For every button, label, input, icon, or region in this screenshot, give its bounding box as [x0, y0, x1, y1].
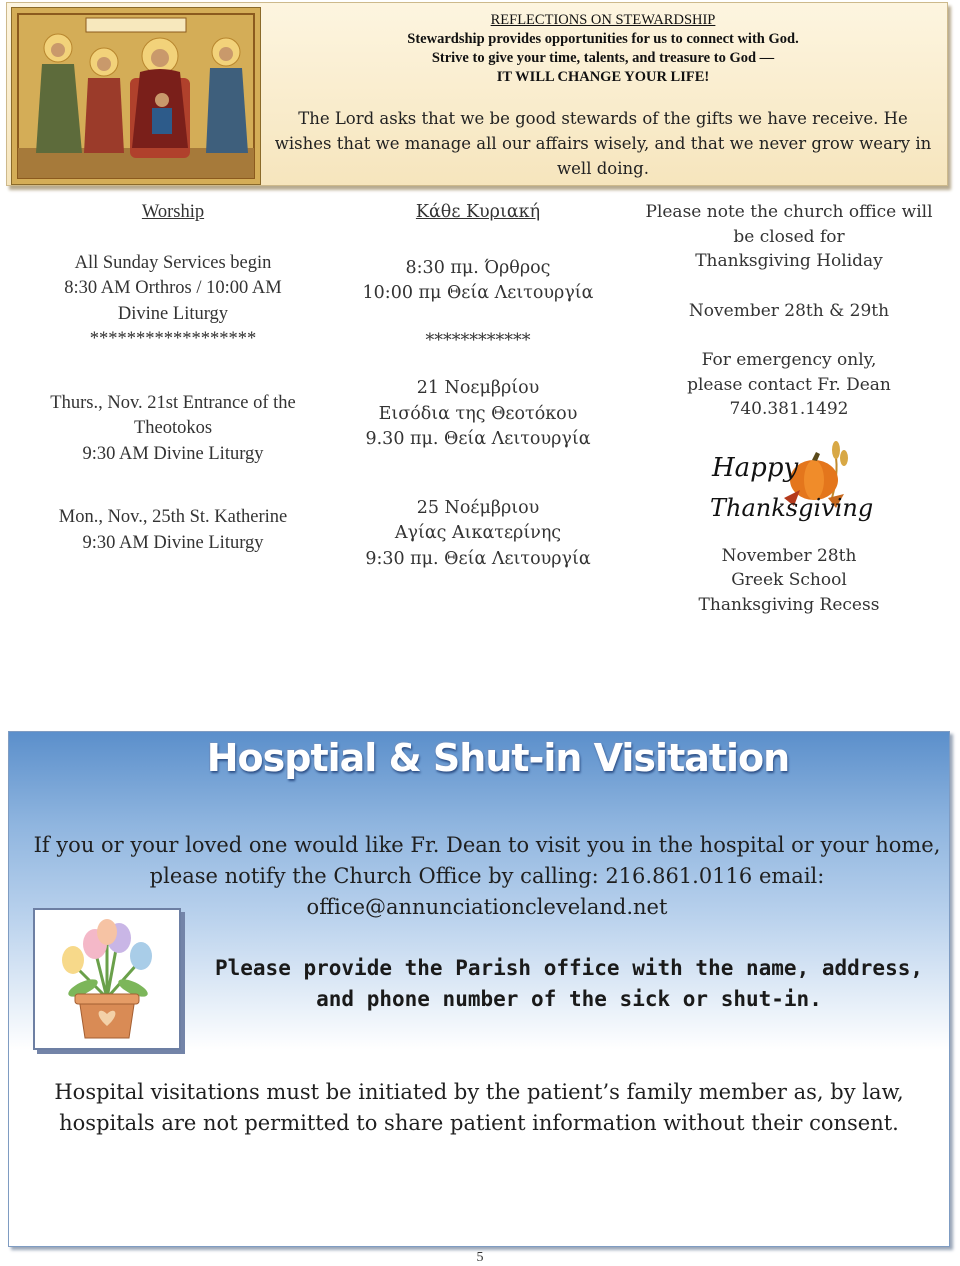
visitation-intro-text: If you or your loved one would like Fr. Dean to visit you in the hospital or your home, please notify the Church Office by calling: 216.861.0116 email: office@annunciationcleveland.net [33, 833, 941, 919]
worship-event-1-line-1: Thurs., Nov. 21st Entrance of the [50, 392, 296, 413]
greek-event-1-line-3: 9.30 πμ. Θεία Λειτουργία [365, 429, 591, 449]
worship-services-line-3: Divine Liturgy [117, 303, 229, 324]
worship-column [18, 200, 328, 556]
office-notice-line-1: Please note the church office will [645, 202, 933, 222]
worship-services-line-2: 8:30 AM Orthros / 10:00 AM [64, 278, 282, 298]
greek-heading: Κάθε Κυριακή [415, 202, 541, 222]
graphic-happy-text: Happy [712, 452, 799, 483]
greek-event-1-line-1: 21 Νοεμβρίου [416, 378, 540, 398]
greek-event-2-line-3: 9:30 πμ. Θεία Λειτουργία [365, 548, 591, 569]
greek-line-2: 10:00 πμ Θεία Λειτουργία [362, 283, 594, 303]
visitation-title: Hosptial & Shut-in Visitation [206, 736, 790, 780]
stewardship-heading [269, 11, 937, 87]
worship-heading: Worship [141, 202, 205, 222]
hospital-visitation-box [8, 731, 950, 1247]
greek-school-line-1: November 28th [721, 545, 857, 566]
stewardship-line-2: Strive to give your time, talents, and treasure to God — [431, 50, 775, 66]
worship-event-1-line-2: Theotokos [133, 418, 213, 438]
office-closed-dates: November 28th & 29th [688, 300, 890, 321]
office-notice-line-3: Thanksgiving Holiday [695, 251, 883, 271]
page-number: 5 [476, 1250, 484, 1265]
worship-services-line-1: All Sunday Services begin [74, 252, 272, 273]
office-notice-line-2: be closed for [733, 226, 845, 247]
greek-event-2-line-1: 25 Νοέμβριου [416, 497, 540, 518]
visitation-request-text: Please provide the Parish office with the name, address, and phone number of the sick or shut-in. [214, 956, 923, 1011]
worship-event-2-line-1: Mon., Nov., 25th St. Katherine [58, 507, 288, 527]
greek-school-line-3: Thanksgiving Recess [698, 594, 880, 615]
happy-thanksgiving-illustration [704, 428, 874, 536]
stewardship-section-title: REFLECTIONS ON STEWARDSHIP [490, 12, 716, 28]
greek-divider: ************ [425, 330, 531, 351]
greek-line-1: 8:30 πμ. Όρθρος [405, 257, 551, 278]
greek-schedule-column [336, 200, 620, 572]
office-notice-column [628, 200, 950, 617]
icon-painting-illustration [12, 8, 260, 184]
happy-thanksgiving-graphic [704, 428, 874, 536]
office-emergency-line-2: please contact Fr. Dean [687, 374, 891, 395]
worship-divider: ****************** [89, 329, 257, 349]
office-emergency-line-1: For emergency only, [701, 350, 877, 370]
stewardship-line-1: Stewardship provides opportunities for us to connect with God. [407, 31, 799, 47]
greek-event-1-line-2: Εισόδια της Θεοτόκου [378, 403, 578, 424]
stewardship-banner [6, 2, 948, 186]
graphic-thanksgiving-text: Thanksgiving [710, 493, 874, 522]
greek-event-2-line-2: Αγίας Αικατερίνης [394, 523, 562, 543]
office-emergency-phone: 740.381.1492 [729, 399, 849, 419]
worship-event-2-line-2: 9:30 AM Divine Liturgy [82, 532, 264, 553]
visitation-law-text: Hospital visitations must be initiated by the patient’s family member as, by law, hospitals are not permitted to share patient information without their consent. [54, 1080, 904, 1135]
nativity-icon-painting [11, 7, 261, 185]
greek-school-line-2: Greek School [731, 570, 847, 590]
flower-pot-icon [35, 910, 179, 1048]
worship-event-1-line-3: 9:30 AM Divine Liturgy [82, 443, 264, 464]
flower-pot-image [33, 908, 181, 1050]
stewardship-line-3: IT WILL CHANGE YOUR LIFE! [496, 69, 710, 85]
stewardship-body-text: The Lord asks that we be good stewards of the gifts we have receive. He wishes that we manage all our affairs wisely, and that we never grow weary in well doing. [274, 109, 932, 178]
